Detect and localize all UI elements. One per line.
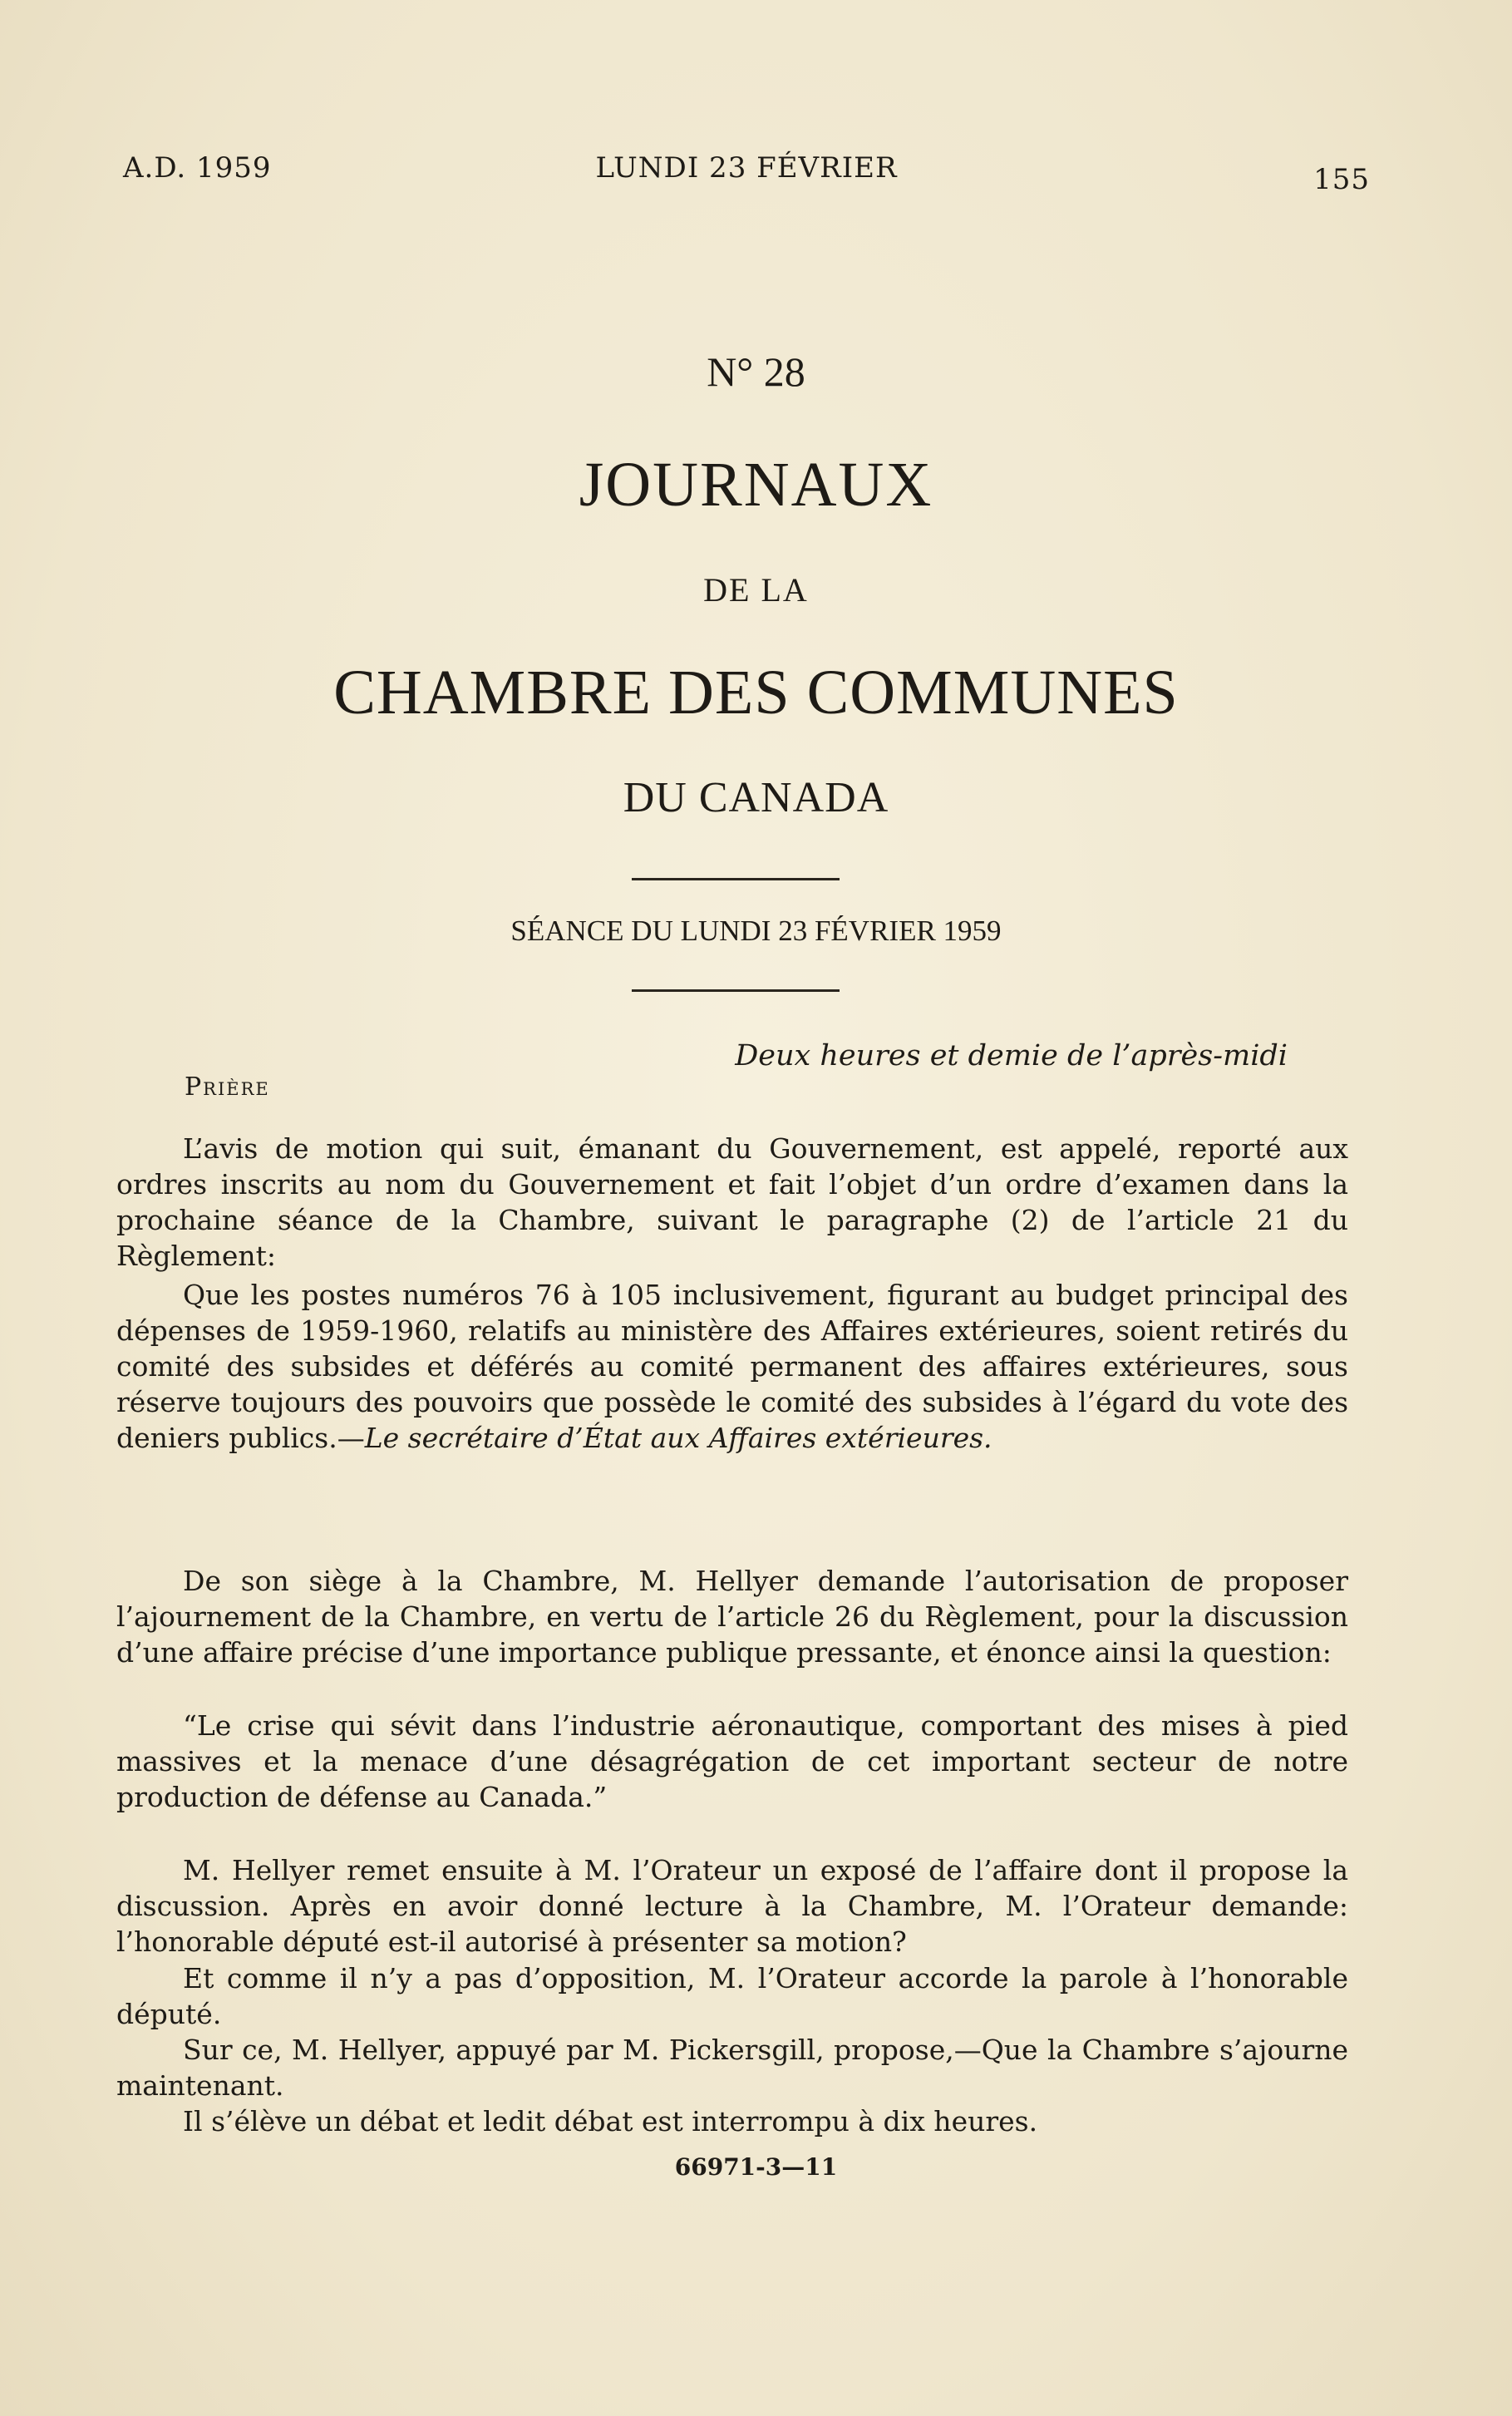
paragraph-hellyer-request — [116, 1563, 1348, 1670]
paragraph-motion-adjourn — [116, 2032, 1348, 2103]
header-year: A.D. 1959 — [123, 151, 272, 185]
paragraph-speaker-reading — [116, 1852, 1348, 1960]
title-canada: DU CANADA — [623, 774, 889, 821]
header-date: LUNDI 23 FÉVRIER — [595, 151, 898, 185]
priere-heading: Prière — [185, 1072, 270, 1102]
page-number: 155 — [1313, 163, 1370, 196]
printer-code: 66971-3—11 — [674, 2153, 838, 2181]
divider-rule — [632, 989, 840, 992]
paragraph-no-opposition — [116, 1960, 1348, 2032]
title-chambre: CHAMBRE DES COMMUNES — [333, 658, 1179, 727]
paragraph-text: “Le crise qui sévit dans l’industrie aéronautique, comportant des mises à pied massives et la menace d’une désagrégation de cet important secteur de notre production de défense au Canada.” — [116, 1709, 1348, 1813]
paragraph-motion-text — [116, 1277, 1348, 1456]
session-heading: SÉANCE DU LUNDI 23 FÉVRIER 1959 — [510, 915, 1002, 947]
paragraph-text: Sur ce, M. Hellyer, appuyé par M. Pickersgill, propose,—Que la Chambre s’ajourne maintenant. — [116, 2034, 1348, 2102]
paragraph-debate — [116, 2103, 1348, 2139]
title-journaux: JOURNAUX — [579, 450, 933, 520]
paragraph-text: L’avis de motion qui suit, émanant du Gouvernement, est appelé, reporté aux ordres inscrits au nom du Gouvernement et fait l’objet d’un ordre d’examen dans la prochaine séance de la Chambre, suivant le paragraphe (2) de l’article 21 du Règlement: — [116, 1132, 1348, 1272]
paragraph-text: Il s’élève un débat et ledit débat est interrompu à dix heures. — [183, 2105, 1038, 2137]
running-header — [123, 151, 1370, 196]
motion-signature: Le secrétaire d’État aux Affaires extérieures. — [364, 1422, 992, 1454]
divider-rule — [632, 878, 840, 880]
paragraph-notice-of-motion — [116, 1131, 1348, 1274]
title-de-la: DE LA — [703, 571, 809, 609]
time-of-day: Deux heures et demie de l’après-midi — [735, 1039, 1288, 1072]
paragraph-text: Que les postes numéros 76 à 105 inclusivement, figurant au budget principal des dépenses de 1959-1960, relatifs au ministère des Affaires extérieures, soient retirés du comité des subsides et déférés au comité permanent des affaires extérieures, sous réserve toujours des pouvoirs que possède le comité des subsides à l’égard du vote des deniers publics.— — [116, 1279, 1348, 1454]
paragraph-text: M. Hellyer remet ensuite à M. l’Orateur un exposé de l’affaire dont il propose la discussion. Après en avoir donné lecture à la Chambre, M. l’Orateur demande: l’honorable député est-il autorisé à présenter sa motion? — [116, 1854, 1348, 1958]
issue-number: N° 28 — [707, 348, 805, 395]
paragraph-question-quote — [116, 1708, 1348, 1815]
paragraph-text: De son siège à la Chambre, M. Hellyer demande l’autorisation de proposer l’ajournement de la Chambre, en vertu de l’article 26 du Règlement, pour la discussion d’une affaire précise d’une importance publique pressante, et énonce ainsi la question: — [116, 1565, 1348, 1669]
paragraph-text: Et comme il n’y a pas d’opposition, M. l’Orateur accorde la parole à l’honorable député. — [116, 1962, 1348, 2030]
